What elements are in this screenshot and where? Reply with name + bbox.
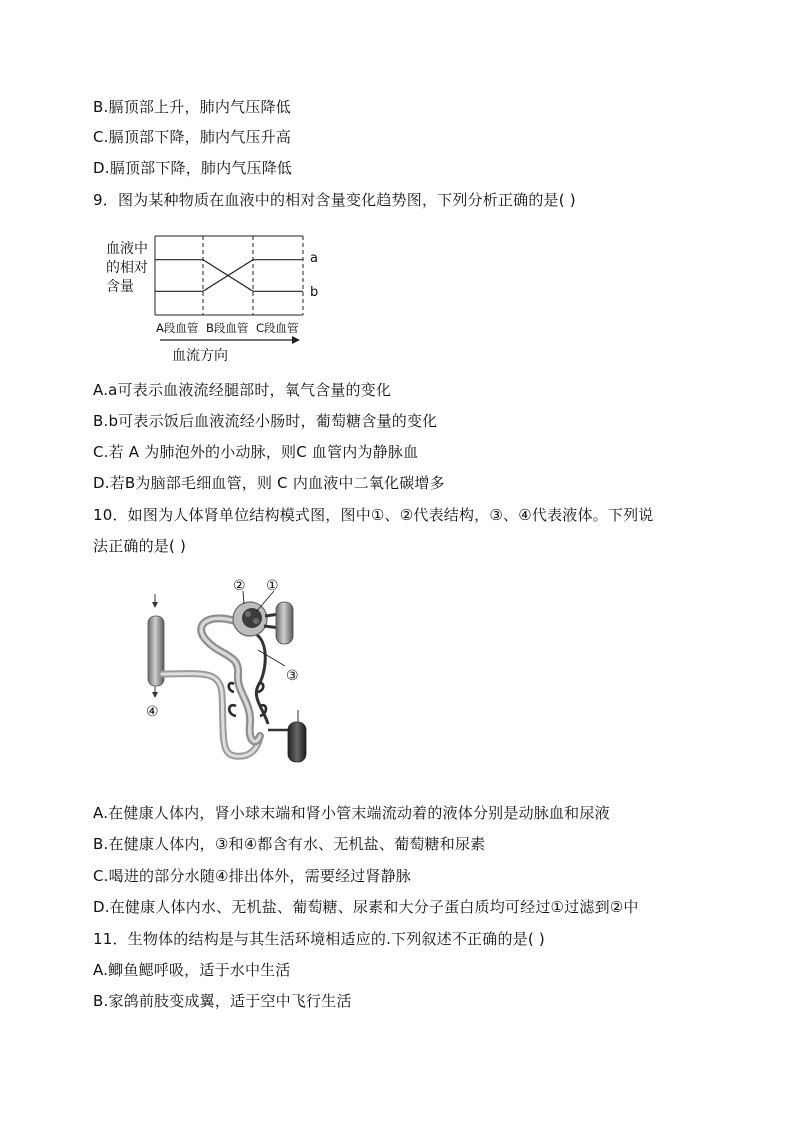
- option-10d: D.在健康人体内水、无机盐、葡萄糖、尿素和大分子蛋白质均可经过①过滤到②中: [93, 898, 639, 916]
- question-9: 9．图为某种物质在血液中的相对含量变化趋势图，下列分析正确的是( ): [93, 191, 576, 209]
- option-9b: B.b可表示饭后血液流经小肠时，葡萄糖含量的变化: [93, 412, 438, 430]
- option-10c: C.喝进的部分水随④排出体外，需要经过肾静脉: [93, 867, 412, 885]
- option-11a: A.鲫鱼鳃呼吸，适于水中生活: [93, 961, 291, 979]
- option-9c: C.若 A 为肺泡外的小动脉，则C 血管内为静脉血: [93, 443, 419, 461]
- chart-category-c: C段血管: [256, 321, 299, 335]
- series-b-line: [155, 260, 303, 292]
- chart-category-a: A段血管: [156, 321, 199, 335]
- option-8b: B.膈顶部上升，肺内气压降低: [93, 98, 291, 116]
- option-10a: A.在健康人体内，肾小球末端和肾小管末端流动着的液体分别是动脉血和尿液: [93, 804, 610, 822]
- leader-1: [256, 591, 274, 612]
- option-10b: B.在健康人体内，③和④都含有水、无机盐、葡萄糖和尿素: [93, 835, 486, 853]
- renal-artery-segment: [264, 602, 293, 644]
- nephron-diagram: [140, 574, 330, 774]
- flow-arrow-head: [292, 336, 300, 344]
- label-liquid-3: ③: [286, 668, 299, 684]
- question-11: 11．生物体的结构是与其生活环境相适应的.下列叙述不正确的是( ): [93, 930, 545, 948]
- label-structure-1: ①: [266, 578, 279, 594]
- chart-category-b: B段血管: [206, 321, 249, 335]
- collecting-duct: [148, 594, 164, 698]
- option-8c: C.膈顶部下降，肺内气压升高: [93, 128, 292, 146]
- option-8d: D.膈顶部下降，肺内气压降低: [93, 159, 293, 177]
- option-11b: B.家鸽前肢变成翼，适于空中飞行生活: [93, 992, 352, 1010]
- chart-xlabel: 血流方向: [172, 348, 228, 364]
- renal-tubule: [162, 674, 260, 757]
- renal-vein-segment: [268, 710, 306, 762]
- glomerulus-capsule: [233, 602, 267, 636]
- series-a-label: a: [310, 251, 318, 266]
- chart-ylabel-3: 含量: [106, 279, 134, 295]
- label-structure-2: ②: [233, 578, 246, 594]
- label-liquid-4: ④: [146, 704, 159, 720]
- blood-content-chart: [100, 232, 330, 367]
- leader-3: [258, 650, 285, 666]
- option-9a: A.a可表示血液流经腿部时，氧气含量的变化: [93, 381, 392, 399]
- chart-ylabel-1: 血液中: [106, 241, 148, 257]
- question-10-line-1: 10．如图为人体肾单位结构模式图，图中①、②代表结构，③、④代表液体。下列说: [93, 506, 654, 524]
- series-b-label: b: [310, 285, 319, 300]
- chart-ylabel-2: 的相对: [106, 260, 148, 276]
- option-9d: D.若B为脑部毛细血管，则 C 内血液中二氧化碳增多: [93, 474, 445, 492]
- question-10-line-2: 法正确的是( ): [93, 537, 187, 555]
